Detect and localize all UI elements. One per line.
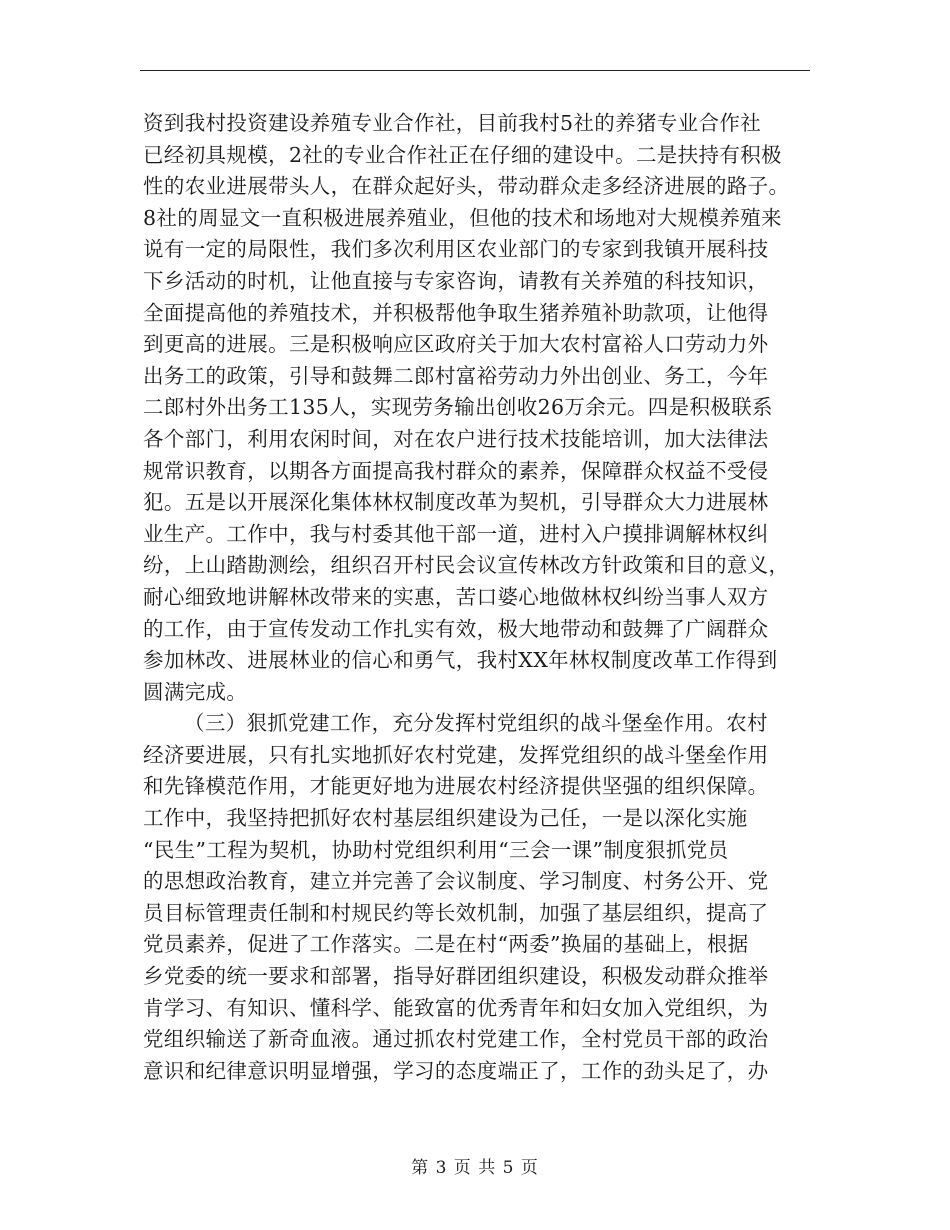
text-line: 全面提高他的养殖技术，并积极帮他争取生猪养殖补助款项，让他得 [143,300,769,325]
text-line: 的工作，由于宣传发动工作扎实有效，极大地带动和鼓舞了广阔群众 [143,616,769,641]
text-line: 资到我村投资建设养殖专业合作社，目前我村5社的养猪专业合作社 [143,111,762,135]
text-line: “民生”工程为契机，协助村党组织利用“三会一课”制度狠抓党员 [143,837,729,862]
page-number-footer: 第 3 页 共 5 页 [411,1158,539,1178]
text-line: 业生产。工作中，我与村委其他干部一道，进村入户摸排调解林权纠 [143,521,769,546]
text-line: 和先锋模范作用，才能更好地为进展农村经济提供坚强的组织保障。 [143,774,769,799]
section-heading-line: （三）狠抓党建工作，充分发挥村党组织的战斗堡垒作用。农村 [184,711,768,736]
text-line: 员目标管理责任制和村规民约等长效机制，加强了基层组织，提高了 [143,900,769,925]
text-line: 下乡活动的时机，让他直接与专家咨询，请教有关养殖的科技知识， [143,268,769,293]
text-line: 参加林改、进展林业的信心和勇气，我村XX年林权制度改革工作得到 [143,648,778,673]
text-line: 的思想政治教育，建立并完善了会议制度、学习制度、村务公开、党 [143,869,769,894]
text-line: 规常识教育，以期各方面提高我村群众的素养，保障群众权益不受侵 [143,458,769,483]
text-line: 乡党委的统一要求和部署，指导好群团组织建设，积极发动群众推举 [143,964,769,989]
text-line: 8社的周显文一直积极进展养殖业，但他的技术和场地对大规模养殖来 [143,205,782,230]
text-line: 经济要进展，只有扎实地抓好农村党建，发挥党组织的战斗堡垒作用 [143,742,769,767]
text-line: 各个部门，利用农闲时间，对在农户进行技术技能培训，加大法律法 [143,426,769,451]
text-line: 意识和纪律意识明显增强，学习的态度端正了，工作的劲头足了，办 [143,1058,769,1083]
text-line: 说有一定的局限性，我们多次利用区农业部门的专家到我镇开展科技 [143,237,769,262]
text-line: 党员素养，促进了工作落实。二是在村“两委”换届的基础上，根据 [143,932,749,957]
text-line: 到更高的进展。三是积极响应区政府关于加大农村富裕人口劳动力外 [143,332,769,357]
text-line: 二郎村外出务工135人，实现劳务输出创收26万余元。四是积极联系 [143,395,773,420]
text-line: 性的农业进展带头人，在群众起好头，带动群众走多经济进展的路子。 [143,174,790,199]
text-line: 党组织输送了新奇血液。通过抓农村党建工作，全村党员干部的政治 [143,1027,769,1052]
text-line: 耐心细致地讲解林改带来的实惠，苦口婆心地做林权纠纷当事人双方 [143,584,769,609]
header-rule [140,70,810,71]
text-line: 肯学习、有知识、懂科学、能致富的优秀青年和妇女加入党组织，为 [143,995,769,1020]
text-line: 纷，上山踏勘测绘，组织召开村民会议宣传林改方针政策和目的意义， [143,553,790,578]
text-line: 已经初具规模，2社的专业合作社正在仔细的建设中。二是扶持有积极 [143,142,782,167]
text-line: 犯。五是以开展深化集体林权制度改革为契机，引导群众大力进展林 [143,490,769,515]
text-line: 工作中，我坚持把抓好农村基层组织建设为己任，一是以深化实施 [143,806,748,831]
text-line: 圆满完成。 [143,679,248,704]
body-text [143,108,823,1087]
text-line: 出务工的政策，引导和鼓舞二郎村富裕劳动力外出创业、务工，今年 [143,363,769,388]
